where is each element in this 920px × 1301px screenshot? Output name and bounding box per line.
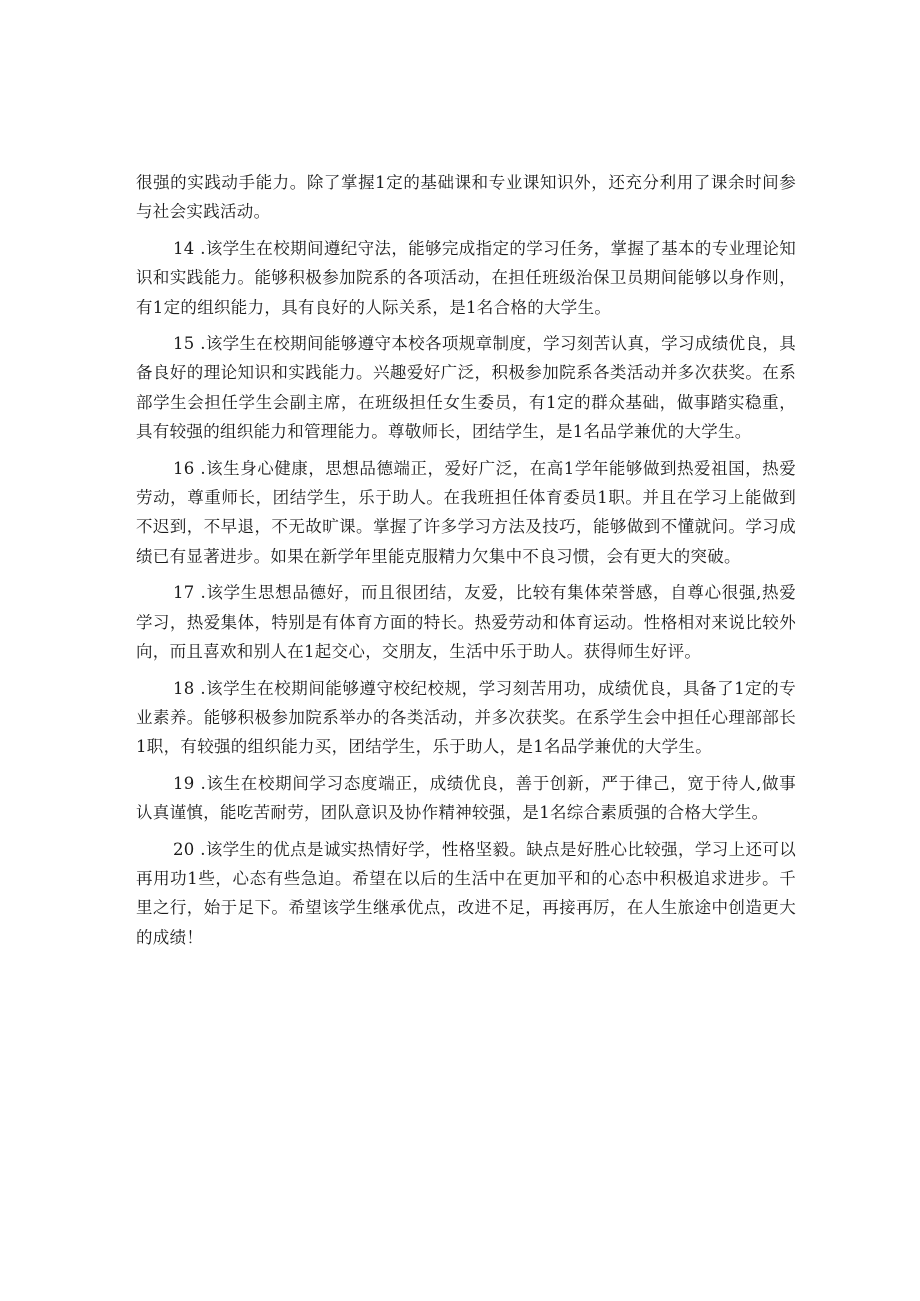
paragraph-item-19: 19 .该生在校期间学习态度端正，成绩优良，善于创新，严于律己，宽于待人,做事认真谨慎，能吃苦耐劳，团队意识及协作精神较强，是1名综合素质强的合格大学生。 <box>136 773 796 823</box>
paragraph-item-20: 20 .该学生的优点是诚实热情好学，性格坚毅。缺点是好胜心比较强，学习上还可以再用功1些，心态有些急迫。希望在以后的生活中在更加平和的心态中积极追求进步。千里之行，始于足下。希望该学生继承优点，改进不足，再接再厉，在人生旅途中创造更大的成绩！ <box>136 839 796 947</box>
document-body <box>136 168 796 959</box>
paragraph-continuation: 很强的实践动手能力。除了掌握1定的基础课和专业课知识外，还充分利用了课余时间参与社会实践活动。 <box>136 173 796 222</box>
paragraph-item-16: 16 .该生身心健康，思想品德端正，爱好广泛，在高1学年能够做到热爱祖国，热爱劳动，尊重师长，团结学生，乐于助人。在我班担任体育委员1职。并且在学习上能做到不迟到，不早退，不无故旷课。掌握了许多学习方法及技巧，能够做到不懂就问。学习成绩已有显著进步。如果在新学年里能克服精力欠集中不良习惯，会有更大的突破。 <box>136 458 796 566</box>
paragraph-item-17: 17 .该学生思想品德好，而且很团结，友爱，比较有集体荣誉感，自尊心很强,热爱学习，热爱集体，特别是有体育方面的特长。热爱劳动和体育运动。性格相对来说比较外向，而且喜欢和别人在1起交心，交朋友，生活中乐于助人。获得师生好评。 <box>136 583 796 662</box>
paragraph-item-15: 15 .该学生在校期间能够遵守本校各项规章制度，学习刻苦认真，学习成绩优良，具备良好的理论知识和实践能力。兴趣爱好广泛，积极参加院系各类活动并多次获奖。在系部学生会担任学生会副主席，在班级担任女生委员，有1定的群众基础，做事踏实稳重，具有较强的组织能力和管理能力。尊敬师长，团结学生，是1名品学兼优的大学生。 <box>136 334 796 442</box>
paragraph-item-14: 14 .该学生在校期间遵纪守法，能够完成指定的学习任务，掌握了基本的专业理论知识和实践能力。能够积极参加院系的各项活动，在担任班级治保卫员期间能够以身作则，有1定的组织能力，具有良好的人际关系，是1名合格的大学生。 <box>136 238 796 317</box>
paragraph-item-18: 18 .该学生在校期间能够遵守校纪校规，学习刻苦用功，成绩优良，具备了1定的专业素养。能够积极参加院系举办的各类活动，并多次获奖。在系学生会中担任心理部部长1职，有较强的组织能力买，团结学生，乐于助人，是1名品学兼优的大学生。 <box>136 678 796 757</box>
